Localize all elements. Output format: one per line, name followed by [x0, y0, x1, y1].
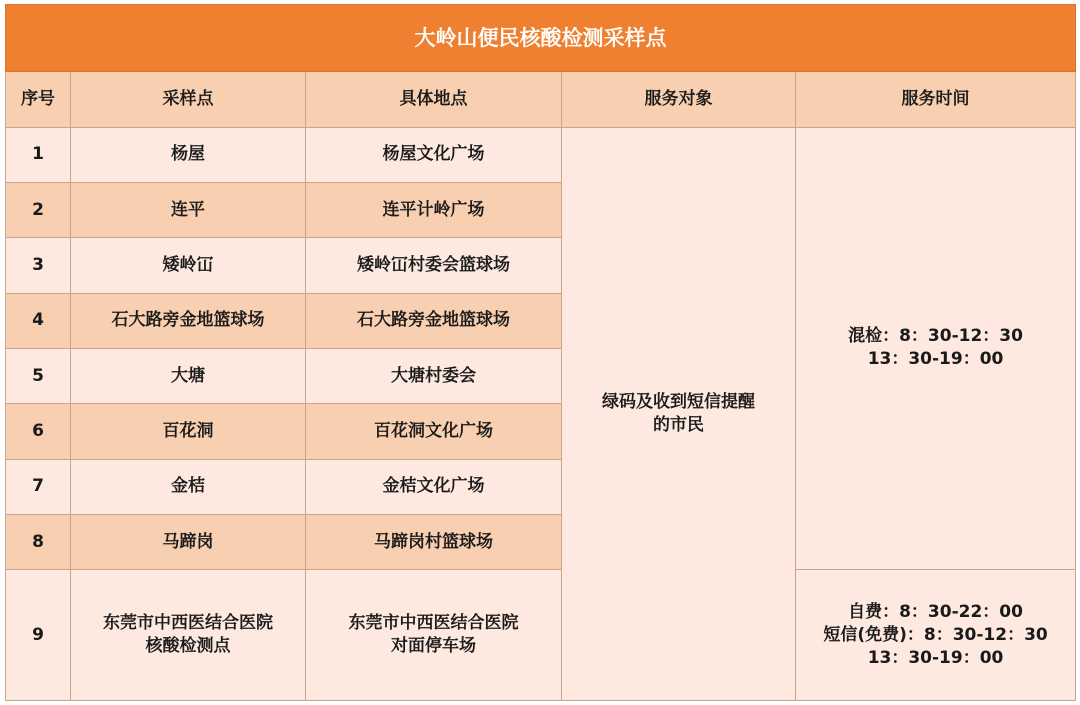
service-time-line: 13：30-19：00 — [867, 349, 1004, 370]
service-time-line: 短信(免费)：8：30-12：30 — [823, 624, 1048, 645]
service-target-line: 绿码及收到短信提醒 — [602, 391, 755, 412]
row-location-line: 对面停车场 — [391, 636, 476, 657]
row-site: 大塘 — [71, 348, 306, 403]
row-location: 矮岭冚村委会篮球场 — [306, 238, 562, 293]
header-site: 采样点 — [71, 72, 306, 127]
row-location: 百花洞文化广场 — [306, 404, 562, 459]
row-site: 百花洞 — [71, 404, 306, 459]
row-number: 8 — [6, 514, 71, 569]
row-number: 3 — [6, 238, 71, 293]
table-row — [6, 570, 1076, 701]
row-number: 5 — [6, 348, 71, 403]
row-location-line: 东莞市中西医结合医院 — [348, 613, 519, 634]
row-number: 2 — [6, 183, 71, 238]
header-row — [6, 72, 1076, 127]
row-number: 7 — [6, 459, 71, 514]
row-location: 连平计岭广场 — [306, 183, 562, 238]
service-time-cell-2 — [796, 570, 1076, 701]
row-number: 1 — [6, 127, 71, 182]
service-time-line: 13：30-19：00 — [867, 647, 1004, 668]
header-number: 序号 — [6, 72, 71, 127]
service-target-line: 的市民 — [653, 414, 704, 435]
row-site: 连平 — [71, 183, 306, 238]
row-site-line: 核酸检测点 — [145, 636, 231, 657]
row-site: 金桔 — [71, 459, 306, 514]
sampling-sites-table — [5, 4, 1076, 701]
row-site-line: 东莞市中西医结合医院 — [103, 613, 273, 634]
row-number: 4 — [6, 293, 71, 348]
service-time-line: 自费：8：30-22：00 — [848, 601, 1023, 622]
row-location: 马蹄岗村篮球场 — [306, 514, 562, 569]
row-site: 矮岭冚 — [71, 238, 306, 293]
row-number: 6 — [6, 404, 71, 459]
service-time-line: 混检：8：30-12：30 — [848, 326, 1023, 347]
row-site: 马蹄岗 — [71, 514, 306, 569]
row-number: 9 — [6, 570, 71, 701]
header-service-time: 服务时间 — [796, 72, 1076, 127]
row-site: 石大路旁金地篮球场 — [71, 293, 306, 348]
table-row — [6, 127, 1076, 182]
row-location: 金桔文化广场 — [306, 459, 562, 514]
row-location: 大塘村委会 — [306, 348, 562, 403]
header-service-target: 服务对象 — [562, 72, 796, 127]
service-time-cell — [796, 127, 1076, 570]
service-target-cell — [562, 127, 796, 700]
row-site — [71, 570, 306, 701]
header-location: 具体地点 — [306, 72, 562, 127]
row-location — [306, 570, 562, 701]
table-title: 大岭山便民核酸检测采样点 — [6, 5, 1076, 72]
row-location: 石大路旁金地篮球场 — [306, 293, 562, 348]
row-site: 杨屋 — [71, 127, 306, 182]
row-location: 杨屋文化广场 — [306, 127, 562, 182]
